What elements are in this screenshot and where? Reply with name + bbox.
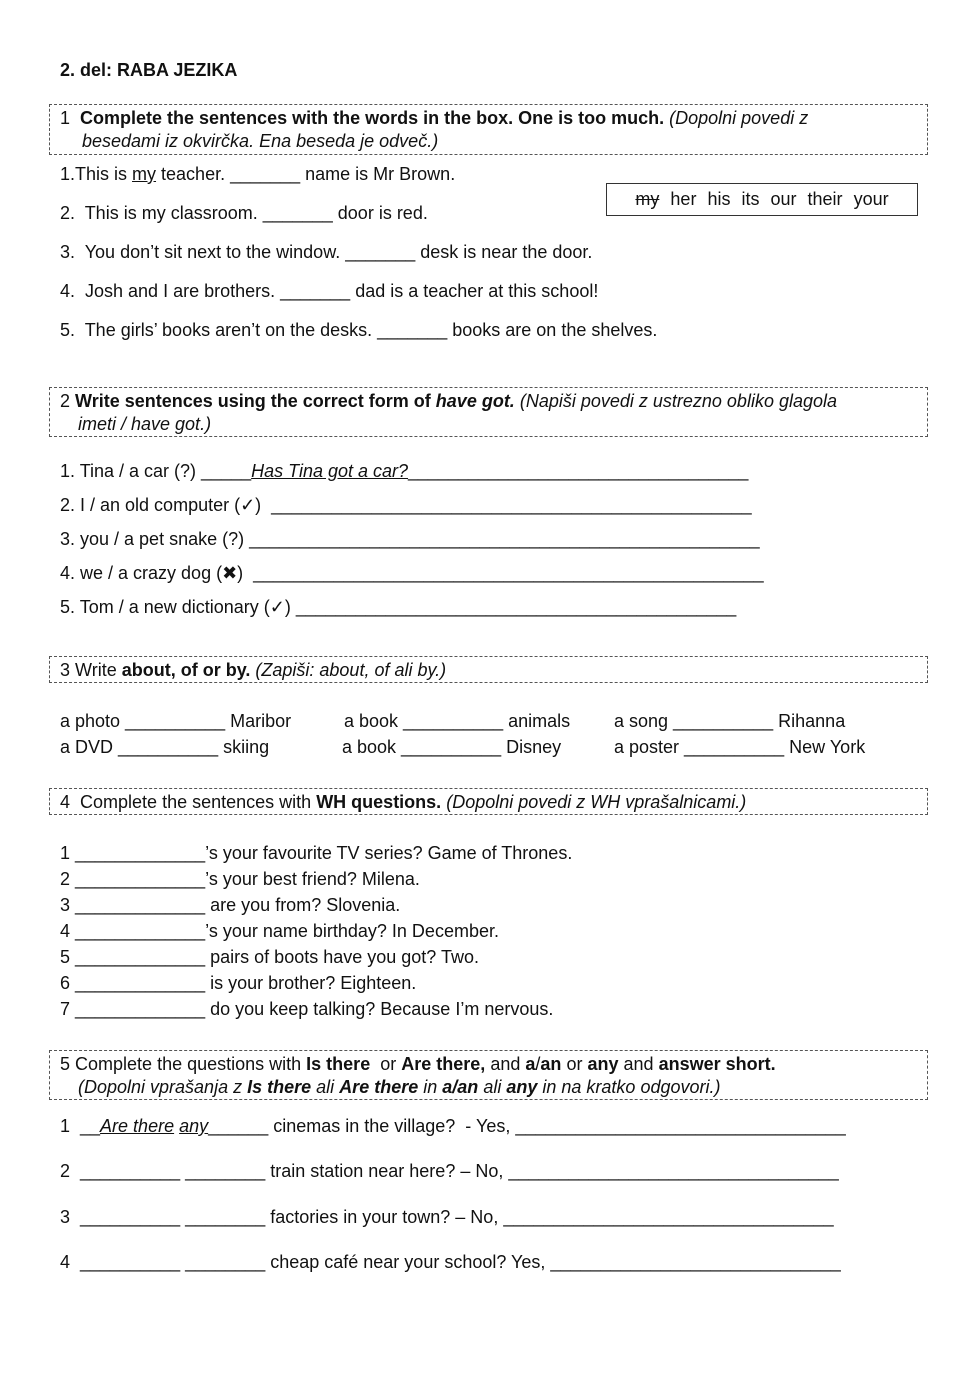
ex2-i1-answer: Has Tina got a car? — [251, 461, 409, 481]
ex2-i1-post: __________________________________ — [408, 461, 749, 481]
ex5-t-a: (Dopolni vprašanja z — [78, 1077, 243, 1097]
ex4-item-6: 6 _____________ is your brother? Eighteen. — [60, 973, 417, 993]
ex5-q1-answer-2: any — [179, 1116, 209, 1136]
ex1-s1-word: my — [132, 164, 157, 184]
ex5-i-g: / — [535, 1054, 541, 1074]
exercise-5-instruction-box — [49, 1050, 928, 1100]
ex5-question-4: 4 __________ ________ cheap café near your school? Yes, _____________________________ — [60, 1252, 841, 1272]
ex3-instruction-b: about, of or by. — [121, 660, 251, 680]
ex1-sentence-2: 2. This is my classroom. _______ door is red. — [60, 203, 428, 223]
ex3-number: 3 — [60, 660, 71, 680]
ex5-q1-a: 1 __ — [60, 1116, 101, 1136]
ex5-i-k: and — [623, 1054, 654, 1074]
ex3-row1-item1: a photo __________ Maribor — [60, 711, 292, 731]
word-her: her — [670, 189, 697, 209]
ex2-number: 2 — [60, 391, 71, 411]
ex1-s1-post: teacher. _______ name is Mr Brown. — [156, 164, 456, 184]
ex2-instruction-b: have got. — [435, 391, 515, 411]
ex5-i-c: or — [380, 1054, 397, 1074]
ex5-t-f: a/an — [442, 1077, 479, 1097]
ex5-t-g: ali — [483, 1077, 502, 1097]
exercise-3-instruction-box — [49, 656, 928, 683]
word-his: his — [707, 189, 731, 209]
ex5-question-3: 3 __________ ________ factories in your town? – No, _________________________________ — [60, 1207, 834, 1227]
ex4-number: 4 — [60, 792, 71, 812]
ex2-item-2: 2. I / an old computer (✓) ________________________________________________ — [60, 495, 752, 515]
ex4-item-3: 3 _____________ are you from? Slovenia. — [60, 895, 401, 915]
ex4-item-7: 7 _____________ do you keep talking? Because I’m nervous. — [60, 999, 554, 1019]
ex5-number: 5 — [60, 1054, 71, 1074]
ex1-translation-b: besedami iz okvirčka. Ena beseda je odveč.) — [82, 131, 439, 151]
ex5-i-e: and — [490, 1054, 521, 1074]
ex1-sentence-3: 3. You don’t sit next to the window. _______ desk is near the door. — [60, 242, 593, 262]
ex2-item-4: 4. we / a crazy dog (✖) ___________________________________________________ — [60, 563, 764, 583]
ex2-item-1 — [60, 461, 748, 482]
ex2-translation-b: imeti / have got.) — [78, 414, 212, 434]
ex5-question-2: 2 __________ ________ train station near here? – No, _________________________________ — [60, 1161, 839, 1181]
ex2-translation-a: (Napiši povedi z ustrezno obliko glagola — [519, 391, 838, 411]
ex4-instruction-b: WH questions. — [316, 792, 442, 812]
ex5-i-d: Are there, — [401, 1054, 486, 1074]
ex3-row2-item2: a book __________ Disney — [342, 737, 562, 757]
exercise-2-instruction-box — [49, 387, 928, 437]
ex1-sentence-4: 4. Josh and I are brothers. _______ dad is a teacher at this school! — [60, 281, 599, 301]
ex5-i-j: any — [587, 1054, 619, 1074]
ex5-q1-answer-1: Are there — [100, 1116, 175, 1136]
ex4-item-4: 4 _____________’s your name birthday? In December. — [60, 921, 499, 941]
ex1-number: 1 — [60, 108, 71, 128]
ex2-instruction-a: Write sentences using the correct form of — [75, 391, 431, 411]
word-my: my — [635, 189, 660, 209]
word-its: its — [741, 189, 760, 209]
ex5-i-i: or — [566, 1054, 583, 1074]
ex3-row1-item2: a book __________ animals — [344, 711, 571, 731]
ex5-i-l: answer short. — [658, 1054, 776, 1074]
ex1-s1-pre: 1.This is — [60, 164, 133, 184]
exercise-4-instruction-box — [49, 788, 928, 815]
ex5-t-b: Is there — [247, 1077, 312, 1097]
ex5-i-b: Is there — [306, 1054, 371, 1074]
ex4-item-2: 2 _____________’s your best friend? Milena. — [60, 869, 420, 889]
ex5-i-h: an — [540, 1054, 562, 1074]
ex1-translation-a: (Dopolni povedi z — [669, 108, 809, 128]
word-your: your — [853, 189, 889, 209]
exercise-1-instruction-box — [49, 104, 928, 155]
part-title: 2. del: RABA JEZIKA — [60, 60, 238, 80]
ex3-row2-item3: a poster __________ New York — [614, 737, 866, 757]
word-box — [606, 183, 918, 216]
ex1-sentence-5: 5. The girls’ books aren’t on the desks. _______ books are on the shelves. — [60, 320, 658, 340]
ex3-instruction-pre: Write — [75, 660, 117, 680]
ex4-item-5: 5 _____________ pairs of boots have you got? Two. — [60, 947, 479, 967]
ex1-sentence-1 — [60, 164, 455, 185]
ex1-instruction: Complete the sentences with the words in the box. One is too much. — [80, 108, 665, 128]
ex5-i-f: a — [525, 1054, 536, 1074]
ex5-question-1 — [60, 1116, 846, 1137]
ex4-item-1: 1 _____________’s your favourite TV series? Game of Thrones. — [60, 843, 573, 863]
ex2-item-3: 3. you / a pet snake (?) ___________________________________________________ — [60, 529, 760, 549]
ex5-t-c: ali — [316, 1077, 335, 1097]
ex2-item-5: 5. Tom / a new dictionary (✓) ____________________________________________ — [60, 597, 737, 617]
ex3-row2-item1: a DVD __________ skiing — [60, 737, 270, 757]
ex3-translation: (Zapiši: about, of ali by.) — [255, 660, 447, 680]
ex4-translation: (Dopolni povedi z WH vprašalnicami.) — [446, 792, 747, 812]
ex5-i-a: Complete the questions with — [75, 1054, 302, 1074]
ex2-i1-pre: 1. Tina / a car (?) _____ — [60, 461, 252, 481]
ex5-t-i: in na kratko odgovori.) — [542, 1077, 721, 1097]
ex5-t-e: in — [423, 1077, 438, 1097]
ex3-row1-item3: a song __________ Rihanna — [614, 711, 846, 731]
ex5-t-d: Are there — [339, 1077, 419, 1097]
ex4-instruction-pre: Complete the sentences with — [80, 792, 312, 812]
word-our: our — [770, 189, 797, 209]
word-their: their — [807, 189, 843, 209]
ex5-t-h: any — [506, 1077, 538, 1097]
ex5-q1-c: ______ cinemas in the village? - Yes, _________________________________ — [208, 1116, 846, 1136]
